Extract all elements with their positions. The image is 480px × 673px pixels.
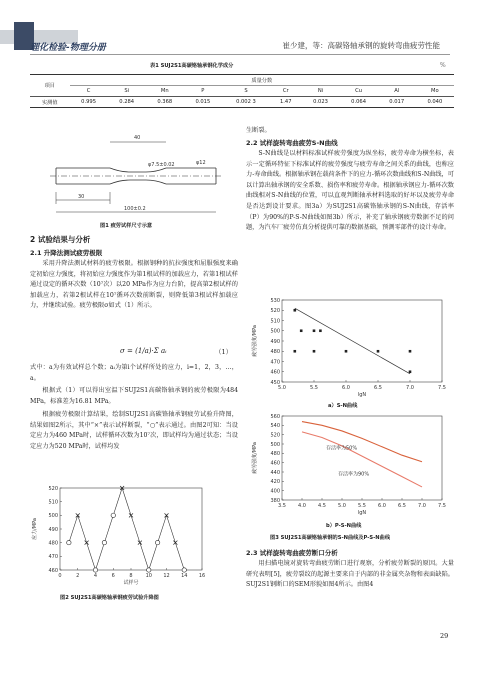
table1-value-s: 0.002 3 [236,99,256,105]
fig3a-data-point [313,350,316,353]
fig2-point-pass [147,568,151,572]
table1-col-p: P [184,86,222,97]
fig3b-ytick-label: 380 [270,497,280,504]
table1-value-cu: 0.064 [351,99,367,105]
fig2-updown-chart [30,484,210,590]
fig3b-xtick-label: 6.0 [378,503,386,509]
fig3a-data-point [300,329,303,332]
fig2-ytick-label: 480 [48,540,58,547]
fig3a-ytick-label: 510 [270,318,280,325]
fig3b-ytick-label: 480 [270,451,280,458]
fig2-point-pass [182,568,186,572]
fig2-ylabel: 应力/MPa [32,518,38,540]
fig3b-xtick-label: 7.0 [418,503,426,509]
paragraph-fracture-analysis: 用扫描电镜对旋转弯曲疲劳断口进行观察，分析疲劳断裂的原因。大量研究表明[5]，疲劳裂纹的起源主要来自于内部的非金属夹杂物和表面缺陷。SUJ2S1钢断口的SEM形貌如图4所示。由图4 [246,560,454,589]
fig2-point-fail [76,513,80,517]
fig2-point-fail [129,513,133,517]
fig3a-data-point [377,350,380,353]
fig3b-ylabel: 疲劳强度/MPa [252,442,258,474]
fig3a-data-point [409,350,412,353]
fig2-ytick-label: 470 [48,554,58,561]
fig3b-ytick-label: 460 [270,460,280,467]
fig3b-ytick-label: 500 [270,441,280,448]
fig3a-xtick-label: 6.5 [374,385,382,391]
fig3a-ytick-label: 520 [270,308,280,315]
fig3b-ytick-label: 520 [270,432,280,439]
fig1-dim-phi75: φ7.5±0.02 [148,162,175,168]
fig3a-xtick-label: 5.0 [278,385,286,391]
formula-1-number: （1） [215,348,233,356]
table1 [30,74,454,108]
journal-brand: 理化检验-物理分册 [30,43,106,53]
table1-value-p: 0.015 [195,99,211,105]
fig2-xtick-label: 10 [145,573,152,579]
fig1-specimen-drawing [46,128,226,220]
fig1-dim-100: 100±0.2 [124,206,146,212]
fig2-xtick-label: 12 [163,573,170,579]
fig3a-data-point [319,329,322,332]
fig2-ytick-label: 510 [48,499,58,506]
table1-value-row [30,97,454,108]
fig3a-caption: a）S-N曲线 [328,403,358,409]
fig3b-label-90: 存活率为90% [338,471,370,478]
fig2-xtick-label: 6 [111,573,115,579]
table1-value-si: 0.284 [119,99,135,105]
paragraph-formula-legend: 式中：a为有效试样总个数；aᵢ为第i个试样所处的应力，i=1，2，3，…，a。 [30,364,238,382]
section-2-2-heading: 2.2 试样旋转弯曲疲劳S-N曲线 [246,139,338,147]
fig3a-ytick-label: 470 [270,359,280,366]
fig2-updown-line [69,488,184,570]
fig2-point-pass [67,540,71,544]
table1-value-mo: 0.040 [427,99,443,105]
fig3a-ytick-label: 480 [270,349,280,356]
fig3a-xtick-label: 7.0 [406,385,414,391]
table1-col-si: Si [108,86,146,97]
page-number: 29 [440,632,449,640]
fig3b-ytick-label: 400 [270,488,280,495]
fig3a-data-point [345,350,348,353]
table1-col-cu: Cu [340,86,378,97]
fig1-dim-40: 40 [134,135,141,141]
fig2-xtick-label: 8 [129,573,133,579]
fig3a-ytick-label: 450 [270,379,280,386]
fig2-point-fail [138,541,142,545]
fig3b-ytick-label: 540 [270,423,280,430]
fig2-point-pass [102,540,106,544]
section-2-1-heading: 2.1 升降法测试疲劳极限 [30,249,103,257]
fig3b-xtick-label: 4.0 [298,503,306,509]
fig2-point-fail [173,541,177,545]
fig3b-ytick-label: 420 [270,479,280,486]
fig3b-plot-frame [282,416,442,500]
fig2-ytick-label: 490 [48,526,58,533]
table1-col-c: C [70,86,108,97]
fig3b-xtick-label: 5.0 [338,503,346,509]
fig3b-xtick-label: 6.5 [398,503,406,509]
fig2-xlabel: 试样号 [123,580,139,586]
fig2-point-pass [155,540,159,544]
fig2-xtick-label: 0 [58,573,62,579]
fig3-caption: 图3 SUJ2S1高碳铬轴承钢的S-N曲线及P-S-N曲线 [270,535,391,541]
fig3b-xtick-label: 7.5 [438,503,446,509]
table1-col-ni: Ni [301,86,339,97]
fig3b-xtick-label: 4.5 [318,503,326,509]
fig3a-ytick-label: 490 [270,338,280,345]
fig3a-xtick-label: 6.0 [342,385,350,391]
table1-unit: % [440,62,446,69]
table1-col-mo: Mo [416,86,454,97]
table1-value-cr: 1.47 [279,99,292,105]
table1-col-cr: Cr [270,86,301,97]
table1-header-row [30,86,454,97]
fig3a-ytick-label: 530 [270,297,280,304]
fig3b-caption: b）P-S-N曲线 [326,523,362,529]
paragraph-fig2-analysis: 根据疲劳极限计算结果，绘制SUJ2S1高碳铬轴承钢疲劳试验升降图，结果如图2所示，其中“×”表示试样断裂，“○”表示通过。由图2可知：当设定应力为460 MPa时，试样循环次数为10⁷次，即试样均为通过状态；当设定应力为520 MPa时，试样均发 [30,411,238,450]
fig3a-data-point [294,309,297,312]
header-rule [30,54,450,55]
paragraph-sn-curve: S-N曲线是以材料标准试样疲劳强度为纵坐标，疲劳寿命为横坐标，表示一定循环特征下标准试样的疲劳强度与疲劳寿命之间关系的曲线，也称应力-寿命曲线。根据轴承钢在载荷条件下的应力-循环次数曲线和S-N曲线，可以计算出轴承钢的安全系数、损伤率和疲劳寿命。根据轴承钢应力-循环次数曲线相对S-N曲线的位置，可以直观判断轴承材料选取的好坏以及疲劳寿命是否达到设计要求。图3a）为SUJ2S1高碳铬轴承钢的S-N曲线，存活率（P）为90%的P-S-N曲线如图3b）所示，补充了轴承钢疲劳数据不足的问题，为汽车厂疲劳仿真分析提供可靠的数据基础，预测零部件的设计寿命。 [246,150,454,232]
table1-row-header: 项目 [30,75,70,97]
fig3b-ytick-label: 560 [270,413,280,420]
table1-col-al: Al [378,86,416,97]
fig3a-data-point [294,350,297,353]
fig2-plot-frame [60,488,202,570]
fig2-xtick-label: 4 [93,573,98,579]
table1-value-mn: 0.368 [157,99,173,105]
fig2-caption: 图2 SUJ2S1高碳铬轴承钢疲劳试验升降图 [60,595,159,601]
fig2-point-pass [93,568,97,572]
table1-row-label: 实测值 [41,99,58,106]
fig3b-xlabel: lgN [357,510,367,516]
fig1-caption: 图1 疲劳试样尺寸示意 [100,223,153,229]
fig2-ytick-label: 460 [48,567,58,574]
table1-col-s: S [222,86,270,97]
fig3b-ytick-label: 440 [270,469,280,476]
fig3b-xtick-label: 5.5 [358,503,366,509]
paragraph-updown-method: 采用升降法测试材料的疲劳极限。根据钢种的抗拉强度和屈服强度来确定初始应力强度，将初始应力强度作为第1根试样的加载应力，若第1根试样通过设定的循环次数（10⁷次）以20 MPa作为应力台阶，提高第2根试样的加载应力，若第2根试样在10⁷循环次数前断裂，则降低第3根试样加载应力，并继续试验。疲劳极限σ如式（1）所示。 [30,260,238,310]
fig2-xtick-label: 2 [76,573,80,579]
fig2-point-pass [111,513,115,517]
table1-col-group: 质量分数 [70,75,454,86]
fig3a-ytick-label: 460 [270,369,280,376]
fig2-ytick-label: 500 [48,513,58,520]
fig3a-data-point [313,329,316,332]
fig2-ytick-label: 520 [48,485,58,492]
fig2-point-fail [165,513,169,517]
fig3a-ytick-label: 500 [270,328,280,335]
table1-caption: 表1 SUJ2S1高碳铬轴承钢化学成分 [150,63,234,69]
fig1-dim-phi12: φ12 [196,160,206,166]
fig2-point-fail [85,541,89,545]
fig3a-xtick-label: 5.5 [310,385,318,391]
table1-value-ni: 0.023 [313,99,328,105]
fig3a-xtick-label: 7.5 [438,385,446,391]
fig1-dim-30: 30 [78,194,85,200]
fig2-xtick-label: 16 [198,573,206,579]
paragraph-continued: 生断裂。 [246,127,271,134]
fig3a-fit-line [295,308,410,374]
fig3a-xlabel: lgN [357,392,367,398]
fig2-xtick-label: 14 [181,573,188,579]
section-2-heading: 2 试验结果与分析 [30,235,91,244]
fig3b-psn-chart [250,412,450,520]
section-2-3-heading: 2.3 试样旋转弯曲疲劳断口分析 [246,549,338,557]
fig3a-plot-frame [282,300,442,382]
fig3b-series-90 [302,432,422,487]
fig3a-data-point [409,370,412,373]
formula-1: σ = (1/a)·Σ aᵢ [120,347,167,355]
fig3b-xtick-label: 3.5 [278,503,286,509]
fig3a-ylabel: 疲劳强度/MPa [252,325,258,357]
fig3b-label-50: 存活率为50% [326,445,358,452]
table1-value-al: 0.017 [389,99,405,105]
running-title: 崔少建，等：高碳铬轴承钢的旋转弯曲疲劳性能 [282,41,440,50]
paragraph-fatigue-limit: 根据式（1）可以得出室温下SUJ2S1高碳铬轴承钢的疲劳极限为484 MPa，标准差为16.81 MPa。 [30,387,238,405]
table1-col-mn: Mn [146,86,184,97]
table1-value-c: 0.995 [81,99,97,105]
fig3a-sn-chart [250,296,450,400]
